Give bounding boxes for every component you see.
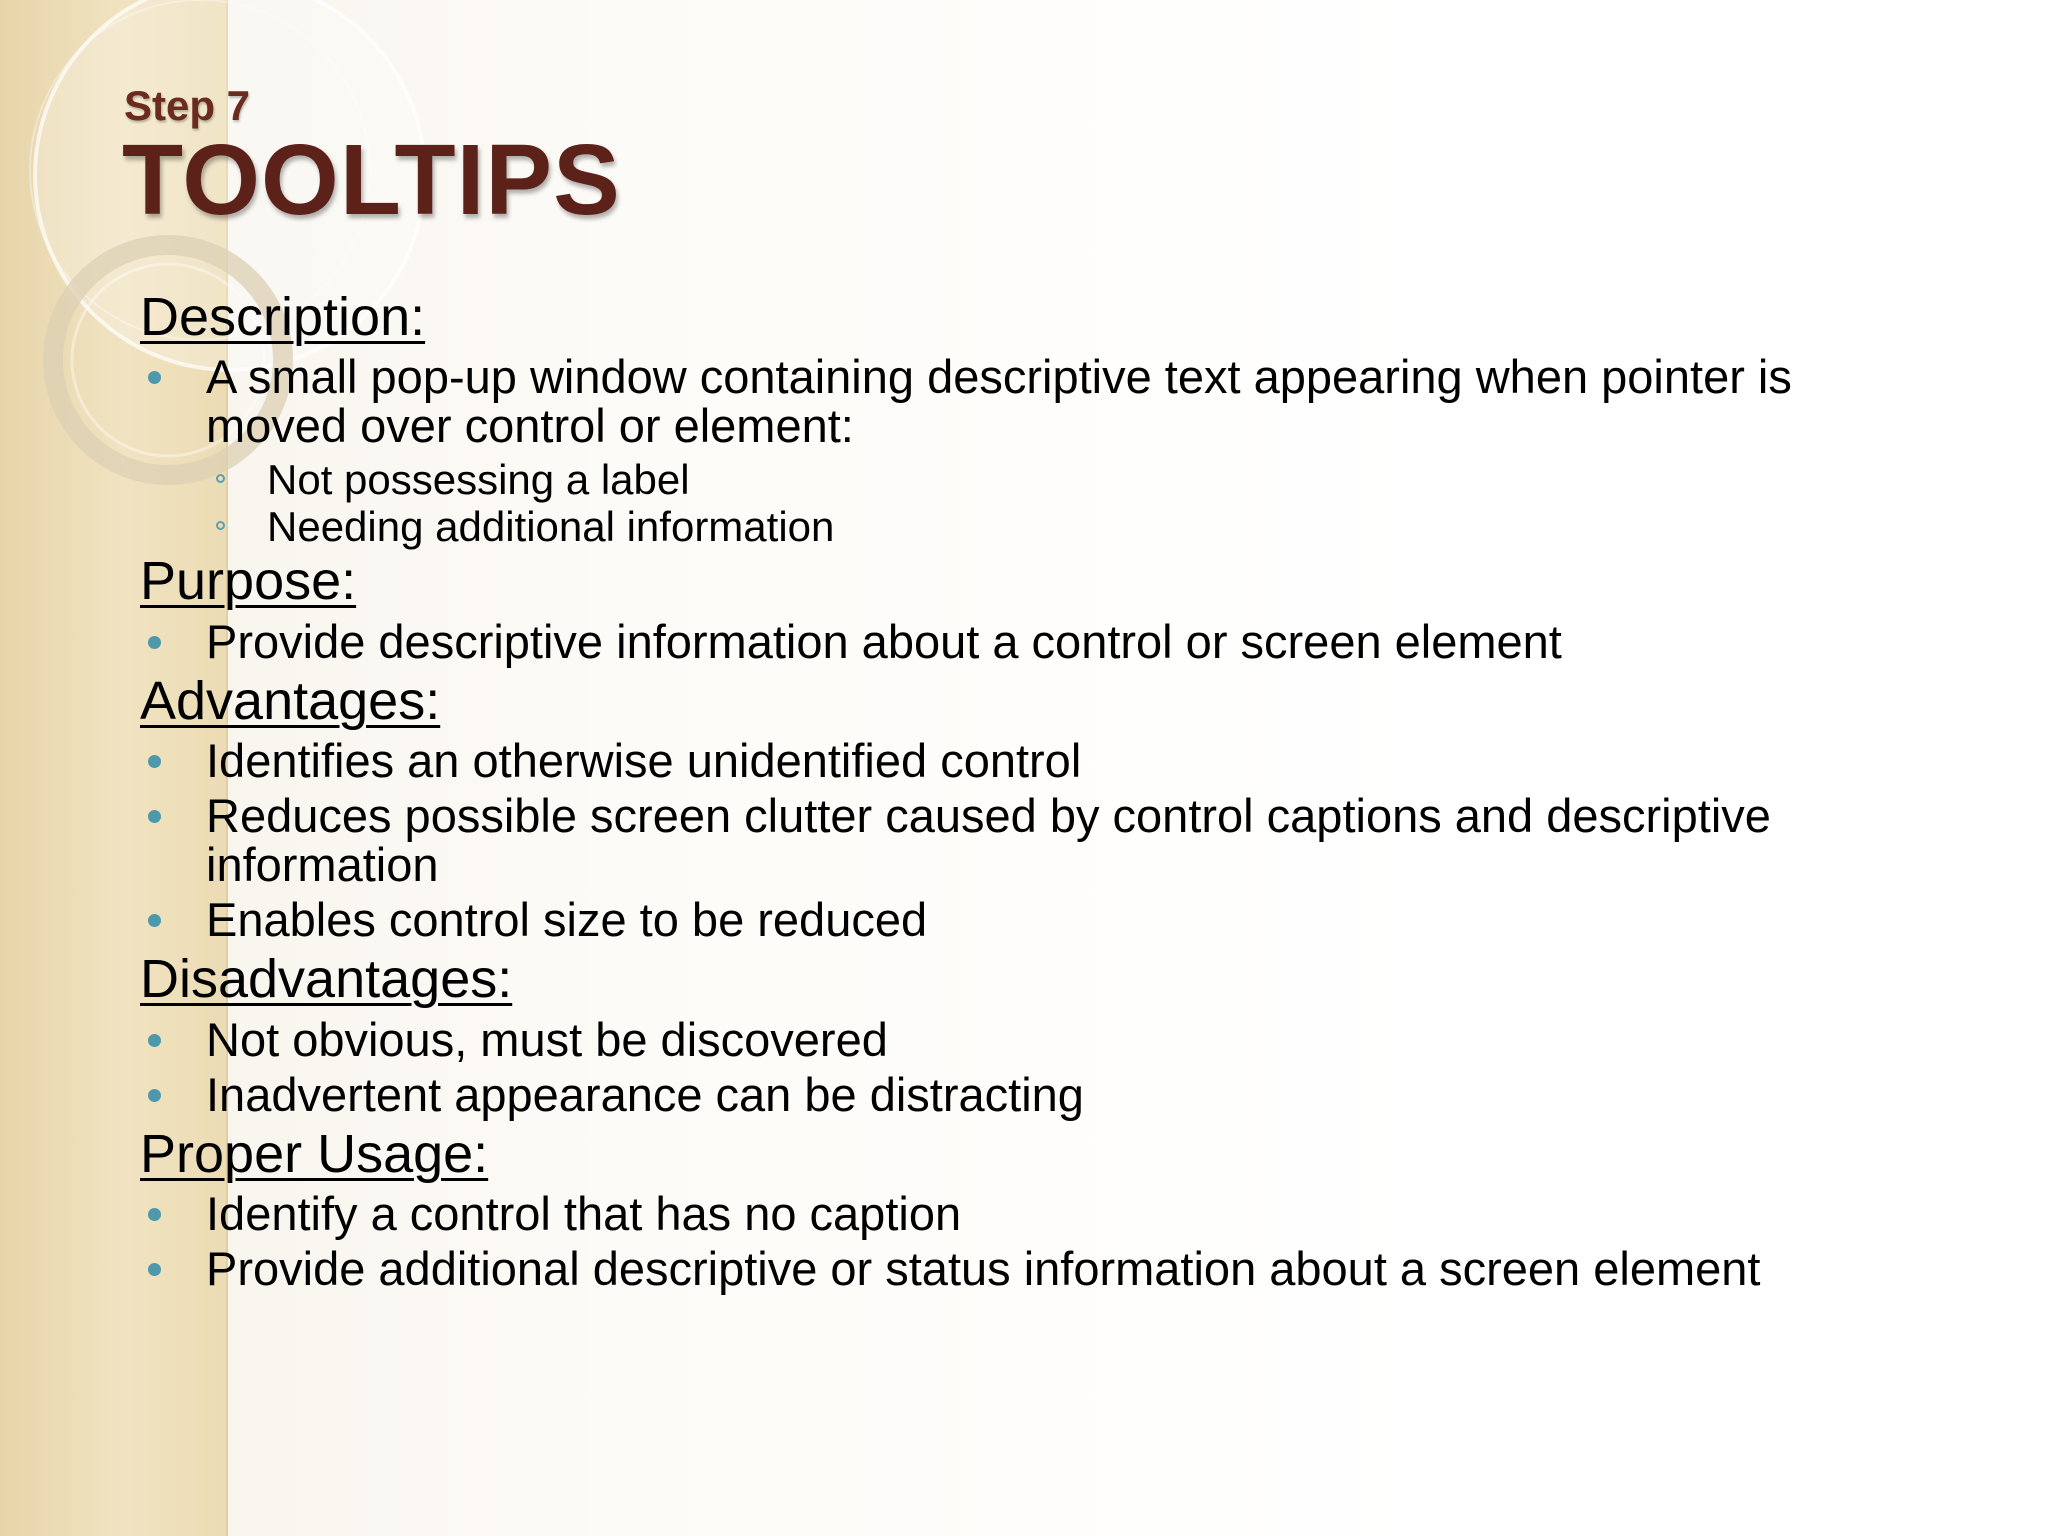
sub-bullet-ring-icon: [216, 474, 225, 483]
section-proper-usage: [140, 1125, 1920, 1293]
slide-title: TOOLTIPS: [122, 124, 621, 236]
bullet-item: [140, 1241, 1920, 1295]
sub-bullet-ring-icon: [216, 521, 225, 530]
bullet-dot-icon: [148, 914, 161, 927]
sub-bullet-item: [140, 503, 1920, 550]
bullet-dot-icon: [148, 1089, 161, 1102]
section-purpose: [140, 551, 1920, 668]
section-disadvantages: [140, 949, 1920, 1121]
bullet-item: [140, 614, 1920, 668]
bullet-item: [140, 1186, 1920, 1240]
bullet-dot-icon: [148, 1263, 161, 1276]
bullet-dot-icon: [148, 755, 161, 768]
bullet-item: [140, 1012, 1920, 1066]
section-description: [140, 288, 1920, 550]
bullet-dot-icon: [148, 1034, 161, 1047]
sub-bullet-text: Not possessing a label: [267, 456, 690, 504]
sub-bullet-text: Needing additional information: [267, 503, 835, 551]
sub-bullet-item: [140, 456, 1920, 503]
section-heading: Purpose:: [140, 551, 357, 612]
step-label: Step 7: [124, 82, 251, 129]
bullet-item: [140, 734, 1920, 788]
bullet-item: [140, 1067, 1920, 1121]
bullet-item: [140, 789, 1920, 892]
bullet-text: Reduces possible screen clutter caused by control captions and descriptive information: [206, 789, 1771, 892]
bullet-text: Provide additional descriptive or status information about a screen element: [206, 1241, 1761, 1295]
bullet-dot-icon: [148, 810, 161, 823]
bullet-item: [140, 350, 1920, 453]
bullet-dot-icon: [148, 1208, 161, 1221]
bullet-text: Provide descriptive information about a control or screen element: [206, 614, 1562, 668]
section-advantages: [140, 670, 1920, 947]
bullet-dot-icon: [148, 636, 161, 649]
section-heading: Disadvantages:: [140, 949, 513, 1010]
bullet-text: Identifies an otherwise unidentified control: [206, 734, 1082, 788]
bullet-text: Inadvertent appearance can be distracting: [206, 1067, 1084, 1121]
bullet-text: Not obvious, must be discovered: [206, 1012, 888, 1066]
bullet-text: Identify a control that has no caption: [206, 1186, 962, 1240]
bullet-text: A small pop-up window containing descriptive text appearing when pointer is moved over control or element:: [206, 350, 1792, 453]
slide-content: [140, 288, 1920, 1299]
section-heading: Advantages:: [140, 670, 441, 731]
bullet-text: Enables control size to be reduced: [206, 893, 928, 947]
bullet-dot-icon: [148, 371, 161, 384]
bullet-item: [140, 893, 1920, 947]
section-heading: Description:: [140, 287, 426, 347]
section-heading: Proper Usage:: [140, 1123, 489, 1184]
